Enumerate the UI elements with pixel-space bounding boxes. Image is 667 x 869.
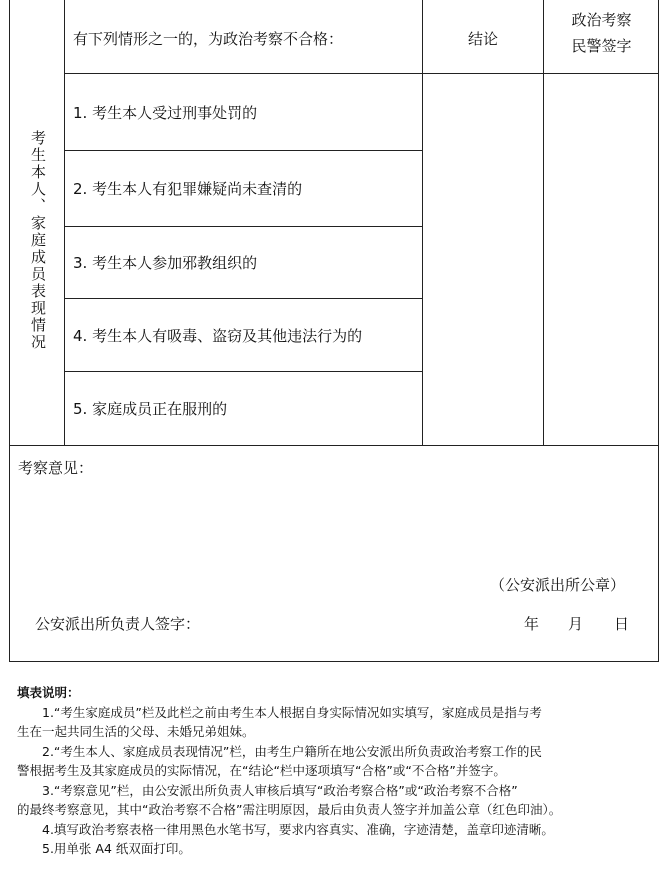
officer-sign-header-line1: 政治考察 bbox=[571, 11, 632, 29]
date-year: 年 bbox=[524, 615, 540, 633]
criteria-row-5: 5. 家庭成员正在服刑的 bbox=[73, 400, 228, 418]
section-divider bbox=[10, 445, 659, 446]
conclusion-header: 结论 bbox=[467, 30, 498, 48]
row-divider bbox=[64, 73, 544, 74]
criteria-row-3: 3. 考生本人参加邪教组织的 bbox=[73, 254, 258, 272]
instruction-item: 生在一起共同生活的父母、未婚兄弟姐妹。 bbox=[17, 724, 255, 739]
police-station-stamp: （公安派出所公章） bbox=[490, 576, 626, 594]
col-divider-conclusion bbox=[422, 0, 423, 445]
criteria-row-1: 1. 考生本人受过刑事处罚的 bbox=[73, 104, 258, 122]
political-review-form bbox=[9, 0, 659, 662]
signature-label: 公安派出所负责人签字： bbox=[35, 615, 201, 633]
row-divider bbox=[64, 298, 422, 299]
row-divider bbox=[64, 371, 422, 372]
instruction-item: 5.用单张 A4 纸双面打印。 bbox=[42, 841, 191, 856]
instructions bbox=[17, 683, 657, 859]
col-divider-label bbox=[64, 0, 65, 445]
instruction-item: 1.“考生家庭成员”栏及此栏之前由考生本人根据自身实际情况如实填写，家庭成员是指与考 bbox=[42, 704, 542, 720]
criteria-row-4: 4. 考生本人有吸毒、盗窃及其他违法行为的 bbox=[73, 327, 363, 345]
row-divider bbox=[64, 150, 422, 151]
side-label: 考生本人、家庭成员表现情况 bbox=[29, 130, 47, 351]
date-day: 日 bbox=[614, 615, 630, 633]
instruction-item: 3.“考察意见”栏，由公安派出所负责人审核后填写“政治考察合格”或“政治考察不合格” bbox=[42, 782, 518, 798]
date-month: 月 bbox=[568, 615, 584, 633]
criteria-intro: 有下列情形之一的，为政治考察不合格： bbox=[73, 30, 344, 48]
form-top-right bbox=[543, 73, 659, 74]
instruction-item: 2.“考生本人、家庭成员表现情况”栏，由考生户籍所在地公安派出所负责政治考察工作的民 bbox=[42, 743, 542, 759]
criteria-row-2: 2. 考生本人有犯罪嫌疑尚未查清的 bbox=[73, 180, 303, 198]
opinion-label: 考察意见： bbox=[18, 459, 94, 477]
row-divider bbox=[64, 226, 422, 227]
col-divider-sign bbox=[543, 0, 544, 445]
officer-sign-header-line2: 民警签字 bbox=[571, 37, 632, 55]
instruction-item: 4.填写政治考察表格一律用黑色水笔书写，要求内容真实、准确，字迹清楚，盖章印迹清晰。 bbox=[42, 821, 554, 837]
instruction-item: 警根据考生及其家庭成员的实际情况，在“结论“栏中逐项填写“合格”或“不合格”并签字。 bbox=[17, 763, 506, 778]
instruction-item: 的最终考察意见，其中“政治考察不合格”需注明原因，最后由负责人签字并加盖公章（红色印油）。 bbox=[17, 802, 562, 817]
instructions-title: 填表说明： bbox=[17, 685, 80, 700]
